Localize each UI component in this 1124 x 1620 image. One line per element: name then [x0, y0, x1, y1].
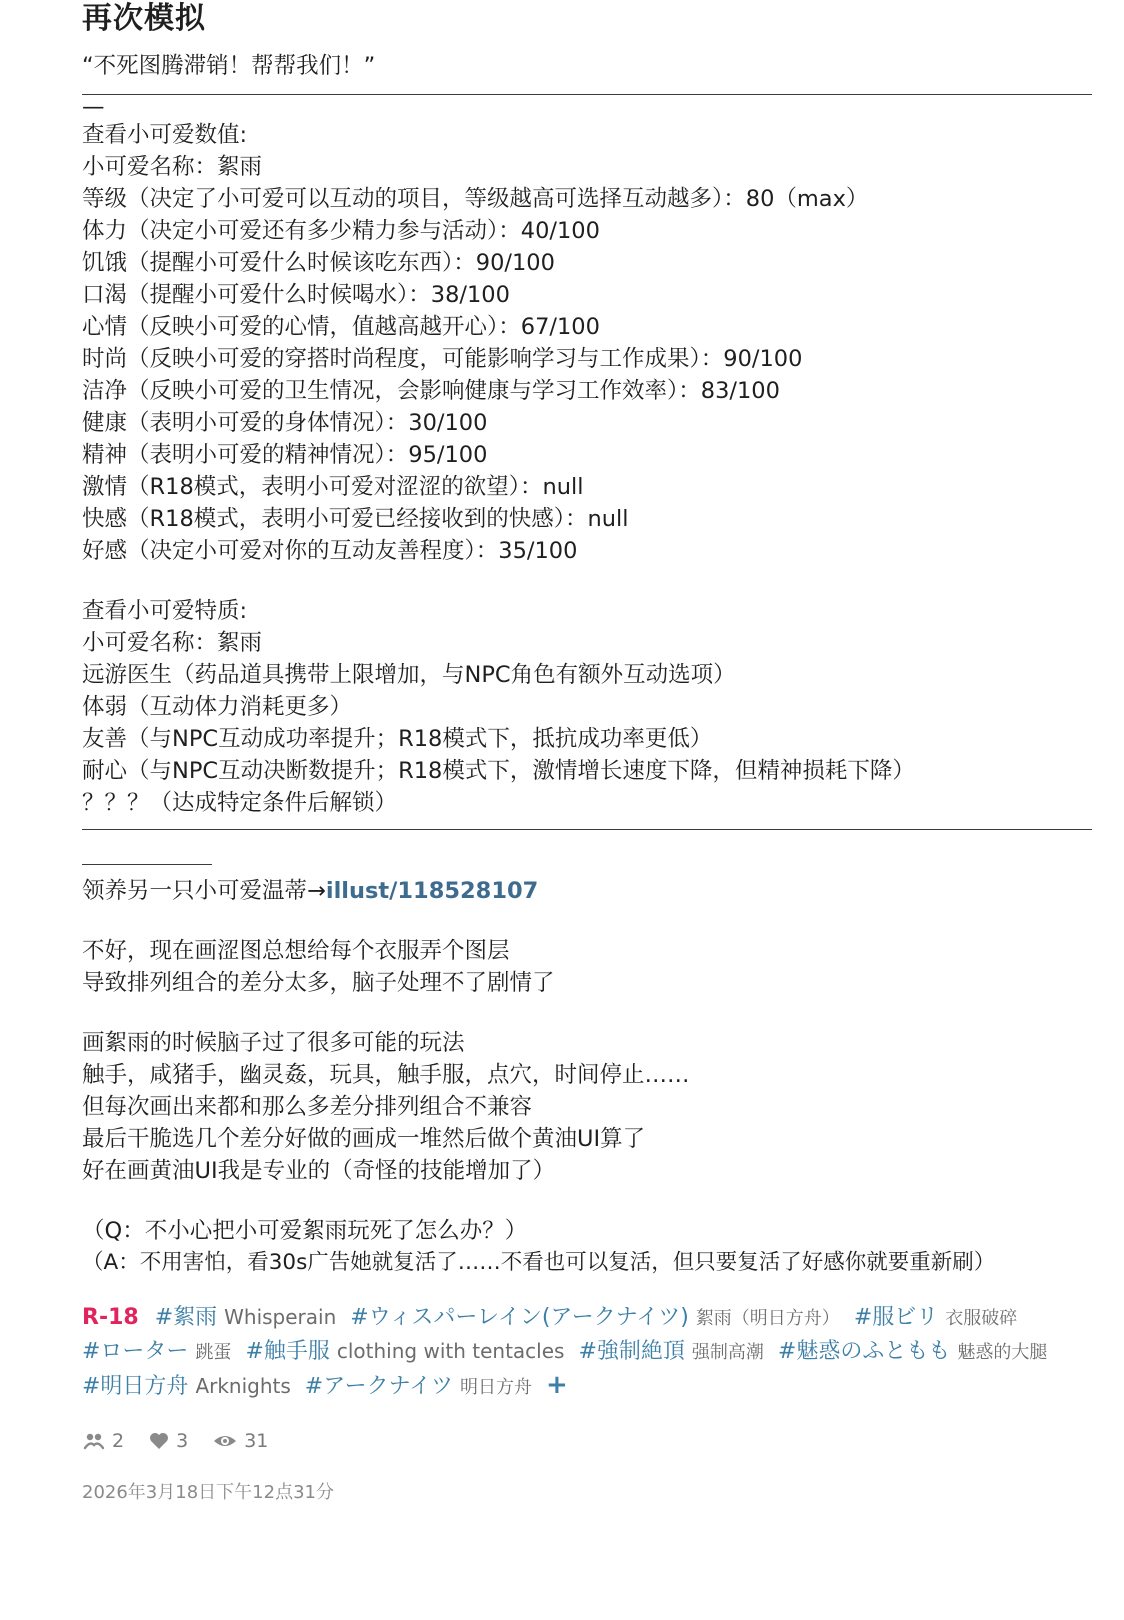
- note-line: 不好，现在画涩图总想给每个衣服弄个图层: [82, 938, 510, 964]
- tag: [155, 1305, 337, 1330]
- tag: [82, 1339, 231, 1364]
- note-line: 画絮雨的时候脑子过了很多可能的玩法: [82, 1030, 465, 1056]
- tag: [778, 1339, 1047, 1364]
- stat-line: 饥饿（提醒小可爱什么时候该吃东西）：90/100: [82, 250, 555, 276]
- stats-block: [82, 119, 1092, 567]
- tag: [245, 1339, 564, 1364]
- stat-line: 查看小可爱数值:: [82, 122, 248, 148]
- tag: [350, 1305, 840, 1330]
- artwork-title: 再次模拟: [82, 1, 206, 36]
- bookmark-count: [148, 1430, 188, 1452]
- note-line: 但每次画出来都和那么多差分排列组合不兼容: [82, 1094, 533, 1120]
- faq-line: （Q：不小心把小可爱絮雨玩死了怎么办？）: [82, 1218, 528, 1244]
- stat-line: 体力（决定小可爱还有多少精力参与活动）：40/100: [82, 218, 600, 244]
- adopt-line: [82, 875, 1092, 907]
- tag-link[interactable]: #魅惑のふともも: [777, 1339, 951, 1364]
- trait-line: 小可爱名称：絮雨: [82, 630, 263, 656]
- tag-link[interactable]: #強制絶頂: [578, 1339, 685, 1364]
- tag-translation: 强制高潮: [691, 1342, 764, 1363]
- tag: [854, 1305, 1017, 1330]
- like-count: [82, 1430, 124, 1452]
- stat-line: 健康（表明小可爱的身体情况）：30/100: [82, 410, 488, 436]
- note-line: 最后干脆选几个差分好做的画成一堆然后做个黄油UI算了: [82, 1126, 646, 1152]
- stat-line: 口渴（提醒小可爱什么时候喝水）：38/100: [82, 282, 510, 308]
- r18-badge[interactable]: R-18: [82, 1305, 139, 1330]
- tag-translation: 跳蛋: [195, 1342, 232, 1363]
- tag-link[interactable]: #アークナイツ: [304, 1374, 454, 1399]
- tag: [578, 1339, 763, 1364]
- stat-line: 快感（R18模式，表明小可爱已经接收到的快感）：null: [82, 506, 629, 532]
- tag-translation: Whisperain: [224, 1305, 337, 1329]
- tag-list: [82, 1301, 1092, 1404]
- stat-line: 等级（决定了小可爱可以互动的项目，等级越高可选择互动越多）：80（max）: [82, 186, 869, 212]
- people-icon: [82, 1431, 106, 1451]
- trait-line: 耐心（与NPC互动决断数提升；R18模式下，激情增长速度下降，但精神损耗下降）: [82, 758, 915, 784]
- view-count-value: 31: [244, 1430, 269, 1452]
- heart-icon: [148, 1431, 170, 1451]
- faq-line: （A：不用害怕，看30s广告她就复活了……不看也可以复活，但只要复活了好感你就要重新刷）: [82, 1250, 996, 1275]
- traits-block: [82, 595, 1092, 819]
- trait-line: 体弱（互动体力消耗更多）: [82, 694, 353, 720]
- bookmark-count-value: 3: [176, 1430, 189, 1452]
- quote-line: “不死图腾滞销！帮帮我们！”: [82, 53, 376, 79]
- note-line: 触手，咸猪手，幽灵姦，玩具，触手服，点穴，时间停止……: [82, 1062, 690, 1088]
- tag: [82, 1374, 291, 1399]
- tag-link[interactable]: #服ビリ: [853, 1305, 939, 1330]
- divider-tail: —: [82, 94, 105, 120]
- trait-line: 远游医生（药品道具携带上限增加，与NPC角色有额外互动选项）: [82, 662, 736, 688]
- trait-line: 友善（与NPC互动成功率提升；R18模式下，抵抗成功率更低）: [82, 726, 713, 752]
- stat-line: 精神（表明小可爱的精神情况）：95/100: [82, 442, 488, 468]
- tag-link[interactable]: #ローター: [82, 1339, 189, 1364]
- stat-line: 洁净（反映小可爱的卫生情况，会影响健康与学习工作效率）：83/100: [82, 378, 780, 404]
- upload-date: 2026年3月18日下午12点31分: [82, 1482, 334, 1503]
- view-count: [212, 1430, 268, 1452]
- tag-translation: 魅惑的大腿: [957, 1342, 1048, 1363]
- tag-link[interactable]: #絮雨: [154, 1305, 218, 1330]
- like-count-value: 2: [112, 1430, 125, 1452]
- tag-translation: 明日方舟: [460, 1377, 533, 1398]
- stat-line: 激情（R18模式，表明小可爱对涩涩的欲望）：null: [82, 474, 584, 500]
- eye-icon: [212, 1432, 238, 1450]
- illust-link[interactable]: illust/118528107: [325, 878, 539, 904]
- tag-translation: Arknights: [195, 1374, 291, 1398]
- description-content: [82, 0, 1092, 1504]
- tag-translation: 絮雨（明日方舟）: [695, 1308, 840, 1329]
- trait-line: 查看小可爱特质:: [82, 598, 248, 624]
- tag-translation: 衣服破碎: [945, 1308, 1018, 1329]
- tag-link[interactable]: #ウィスパーレイン(アークナイツ): [350, 1305, 689, 1330]
- stats-row: [82, 1430, 1092, 1452]
- tag: [305, 1374, 532, 1399]
- stat-line: 小可爱名称：絮雨: [82, 154, 263, 180]
- stat-line: 好感（决定小可爱对你的互动友善程度）：35/100: [82, 538, 578, 564]
- tag-link[interactable]: #明日方舟: [82, 1374, 189, 1399]
- note-line: 导致排列组合的差分太多，脑子处理不了剧情了: [82, 970, 555, 996]
- note-line: 好在画黄油UI我是专业的（奇怪的技能增加了）: [82, 1158, 556, 1184]
- stat-line: 时尚（反映小可爱的穿搭时尚程度，可能影响学习与工作成果）：90/100: [82, 346, 803, 372]
- tag-translation: clothing with tentacles: [336, 1339, 565, 1363]
- trait-line: ？？？（达成特定条件后解锁）: [82, 790, 398, 816]
- adopt-prefix: 领养另一只小可爱温蒂→: [82, 878, 326, 904]
- add-tag-button[interactable]: +: [546, 1370, 568, 1400]
- stat-line: 心情（反映小可爱的心情，值越高越开心）：67/100: [82, 314, 600, 340]
- tag-link[interactable]: #触手服: [245, 1339, 330, 1364]
